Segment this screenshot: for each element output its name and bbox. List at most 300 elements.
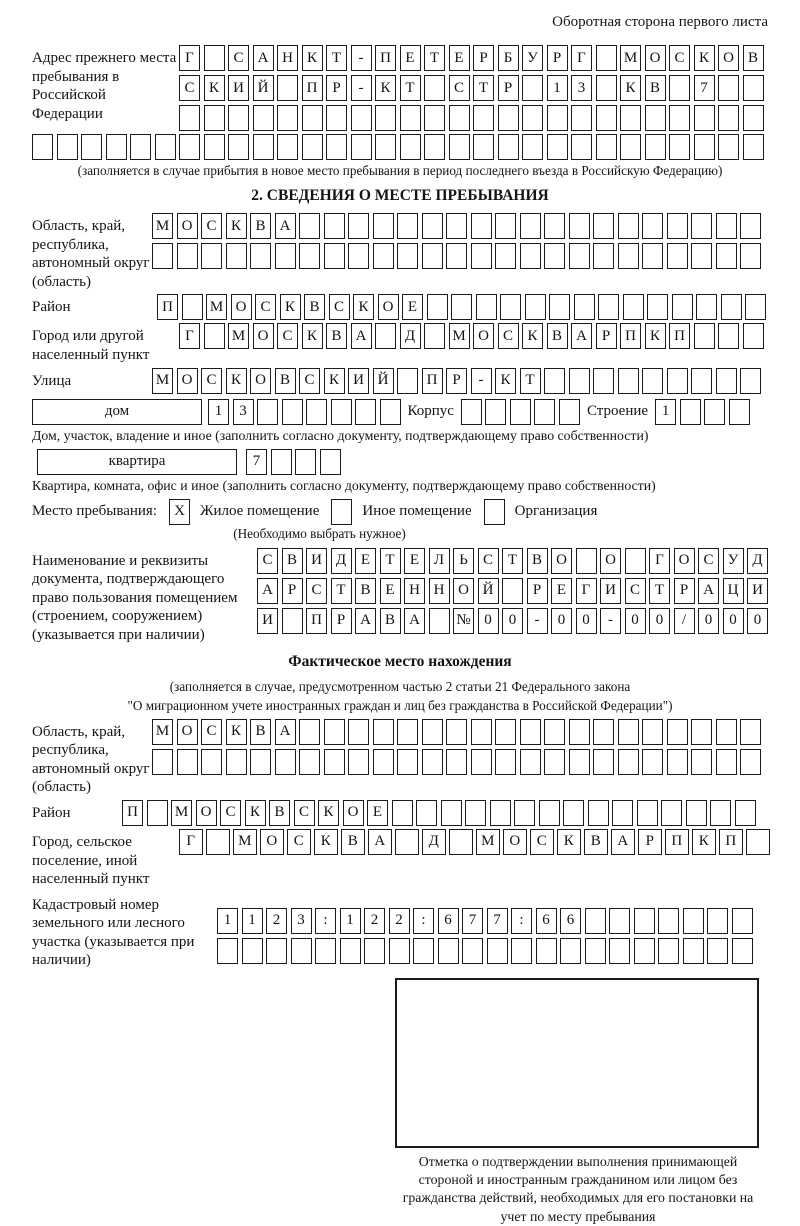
char-box[interactable] — [559, 399, 580, 425]
char-box[interactable]: Т — [400, 75, 421, 101]
char-box[interactable]: 3 — [291, 908, 312, 934]
char-box[interactable]: С — [625, 578, 646, 604]
char-box[interactable] — [534, 399, 555, 425]
char-box[interactable] — [277, 75, 298, 101]
char-box[interactable] — [476, 294, 497, 320]
char-box[interactable] — [375, 134, 396, 160]
char-box[interactable] — [57, 134, 78, 160]
char-box[interactable]: И — [306, 548, 327, 574]
char-box[interactable] — [282, 399, 303, 425]
char-box[interactable]: П — [302, 75, 323, 101]
char-box[interactable]: К — [204, 75, 225, 101]
char-box[interactable] — [326, 105, 347, 131]
char-box[interactable]: 0 — [723, 608, 744, 634]
char-box[interactable] — [716, 213, 737, 239]
char-box[interactable]: А — [351, 323, 372, 349]
char-box[interactable] — [331, 399, 352, 425]
char-box[interactable] — [645, 105, 666, 131]
char-box[interactable]: Т — [502, 548, 523, 574]
char-box[interactable] — [520, 213, 541, 239]
char-box[interactable] — [380, 399, 401, 425]
char-box[interactable] — [204, 134, 225, 160]
char-box[interactable]: Р — [674, 578, 695, 604]
char-box[interactable]: Й — [253, 75, 274, 101]
char-box[interactable] — [462, 938, 483, 964]
char-box[interactable]: 2 — [389, 908, 410, 934]
char-box[interactable] — [618, 368, 639, 394]
char-box[interactable] — [691, 243, 712, 269]
char-box[interactable] — [716, 719, 737, 745]
char-box[interactable]: Е — [449, 45, 470, 71]
char-box[interactable]: В — [275, 368, 296, 394]
char-box[interactable]: Р — [596, 323, 617, 349]
char-box[interactable] — [740, 719, 761, 745]
char-box[interactable] — [642, 213, 663, 239]
char-box[interactable] — [686, 800, 707, 826]
char-box[interactable]: 7 — [694, 75, 715, 101]
char-box[interactable]: : — [413, 908, 434, 934]
char-box[interactable]: Е — [380, 578, 401, 604]
char-box[interactable]: : — [315, 908, 336, 934]
char-box[interactable] — [348, 213, 369, 239]
char-box[interactable] — [563, 800, 584, 826]
char-box[interactable] — [691, 368, 712, 394]
char-box[interactable]: О — [253, 323, 274, 349]
char-box[interactable]: 0 — [698, 608, 719, 634]
char-box[interactable] — [520, 243, 541, 269]
char-box[interactable]: В — [341, 829, 365, 855]
char-box[interactable] — [571, 134, 592, 160]
char-box[interactable]: К — [620, 75, 641, 101]
char-box[interactable]: - — [600, 608, 621, 634]
char-box[interactable]: Л — [429, 548, 450, 574]
char-box[interactable] — [422, 213, 443, 239]
char-box[interactable] — [397, 243, 418, 269]
char-box[interactable]: М — [449, 323, 470, 349]
char-box[interactable] — [471, 749, 492, 775]
char-box[interactable]: А — [368, 829, 392, 855]
char-box[interactable]: К — [522, 323, 543, 349]
char-box[interactable] — [424, 323, 445, 349]
char-box[interactable]: П — [306, 608, 327, 634]
char-box[interactable] — [397, 213, 418, 239]
char-box[interactable]: 1 — [340, 908, 361, 934]
char-box[interactable]: Т — [473, 75, 494, 101]
char-box[interactable] — [625, 548, 646, 574]
char-box[interactable]: Т — [520, 368, 541, 394]
char-box[interactable] — [324, 213, 345, 239]
char-box[interactable] — [539, 800, 560, 826]
char-box[interactable] — [743, 105, 764, 131]
char-box[interactable]: У — [723, 548, 744, 574]
char-box[interactable] — [522, 75, 543, 101]
char-box[interactable] — [348, 243, 369, 269]
char-box[interactable]: Н — [404, 578, 425, 604]
char-box[interactable]: М — [171, 800, 192, 826]
char-box[interactable]: К — [245, 800, 266, 826]
char-box[interactable]: К — [353, 294, 374, 320]
char-box[interactable] — [598, 294, 619, 320]
char-box[interactable] — [576, 548, 597, 574]
char-box[interactable]: В — [250, 719, 271, 745]
char-box[interactable] — [593, 243, 614, 269]
char-box[interactable]: М — [620, 45, 641, 71]
char-box[interactable] — [302, 105, 323, 131]
char-box[interactable] — [560, 938, 581, 964]
char-box[interactable]: И — [747, 578, 768, 604]
char-box[interactable]: В — [584, 829, 608, 855]
char-box[interactable] — [642, 368, 663, 394]
char-box[interactable]: М — [152, 368, 173, 394]
char-box[interactable] — [449, 134, 470, 160]
char-box[interactable]: О — [196, 800, 217, 826]
char-box[interactable]: С — [220, 800, 241, 826]
char-box[interactable] — [596, 105, 617, 131]
char-box[interactable] — [609, 938, 630, 964]
char-box[interactable] — [226, 243, 247, 269]
char-box[interactable]: О — [600, 548, 621, 574]
char-box[interactable] — [544, 749, 565, 775]
char-box[interactable] — [547, 134, 568, 160]
char-box[interactable] — [206, 829, 230, 855]
char-box[interactable] — [732, 938, 753, 964]
char-box[interactable] — [253, 105, 274, 131]
char-box[interactable]: Т — [331, 578, 352, 604]
char-box[interactable] — [667, 368, 688, 394]
char-box[interactable] — [271, 449, 292, 475]
char-box[interactable]: А — [275, 719, 296, 745]
char-box[interactable]: А — [257, 578, 278, 604]
char-box[interactable] — [282, 608, 303, 634]
char-box[interactable] — [658, 938, 679, 964]
char-box[interactable] — [299, 243, 320, 269]
char-box[interactable] — [324, 719, 345, 745]
char-box[interactable]: - — [471, 368, 492, 394]
char-box[interactable]: 0 — [747, 608, 768, 634]
char-box[interactable] — [277, 105, 298, 131]
char-box[interactable]: И — [228, 75, 249, 101]
char-box[interactable]: 1 — [655, 399, 676, 425]
char-box[interactable] — [340, 938, 361, 964]
char-box[interactable] — [375, 105, 396, 131]
char-box[interactable]: Р — [326, 75, 347, 101]
char-box[interactable] — [204, 105, 225, 131]
char-box[interactable] — [204, 45, 225, 71]
char-box[interactable] — [155, 134, 176, 160]
char-box[interactable] — [449, 829, 473, 855]
char-box[interactable]: С — [306, 578, 327, 604]
char-box[interactable]: 6 — [438, 908, 459, 934]
char-box[interactable] — [177, 749, 198, 775]
char-box[interactable] — [397, 368, 418, 394]
char-box[interactable]: 3 — [233, 399, 254, 425]
char-box[interactable] — [502, 578, 523, 604]
char-box[interactable] — [400, 134, 421, 160]
char-box[interactable]: 6 — [536, 908, 557, 934]
char-box[interactable] — [694, 323, 715, 349]
char-box[interactable]: П — [422, 368, 443, 394]
char-box[interactable] — [315, 938, 336, 964]
char-box[interactable] — [306, 399, 327, 425]
char-box[interactable] — [618, 749, 639, 775]
char-box[interactable] — [585, 908, 606, 934]
char-box[interactable] — [416, 800, 437, 826]
char-box[interactable] — [364, 938, 385, 964]
char-box[interactable]: О — [453, 578, 474, 604]
char-box[interactable]: С — [530, 829, 554, 855]
char-box[interactable] — [182, 294, 203, 320]
char-box[interactable]: В — [645, 75, 666, 101]
char-box[interactable] — [740, 213, 761, 239]
char-box[interactable] — [422, 749, 443, 775]
char-box[interactable] — [634, 908, 655, 934]
char-box[interactable] — [691, 719, 712, 745]
char-box[interactable]: О — [645, 45, 666, 71]
char-box[interactable] — [201, 243, 222, 269]
char-box[interactable]: Г — [576, 578, 597, 604]
char-box[interactable]: С — [294, 800, 315, 826]
char-box[interactable]: Т — [424, 45, 445, 71]
char-box[interactable]: Р — [331, 608, 352, 634]
char-box[interactable] — [745, 294, 766, 320]
char-box[interactable] — [544, 719, 565, 745]
char-box[interactable] — [522, 105, 543, 131]
char-box[interactable]: К — [302, 45, 323, 71]
char-box[interactable]: С — [329, 294, 350, 320]
char-box[interactable] — [667, 749, 688, 775]
char-box[interactable]: 0 — [502, 608, 523, 634]
char-box[interactable]: С — [277, 323, 298, 349]
char-box[interactable] — [498, 134, 519, 160]
char-box[interactable]: О — [473, 323, 494, 349]
char-box[interactable] — [179, 105, 200, 131]
char-box[interactable]: К — [226, 368, 247, 394]
char-box[interactable] — [522, 134, 543, 160]
char-box[interactable] — [348, 719, 369, 745]
char-box[interactable] — [680, 399, 701, 425]
char-box[interactable] — [637, 800, 658, 826]
char-box[interactable]: Г — [649, 548, 670, 574]
char-box[interactable] — [743, 323, 764, 349]
char-box[interactable] — [32, 134, 53, 160]
char-box[interactable]: 7 — [462, 908, 483, 934]
char-box[interactable]: М — [152, 213, 173, 239]
char-box[interactable] — [596, 75, 617, 101]
char-box[interactable] — [588, 800, 609, 826]
char-box[interactable] — [461, 399, 482, 425]
char-box[interactable]: 1 — [217, 908, 238, 934]
char-box[interactable]: М — [233, 829, 257, 855]
char-box[interactable]: 6 — [560, 908, 581, 934]
char-box[interactable] — [324, 243, 345, 269]
char-box[interactable]: О — [250, 368, 271, 394]
char-box[interactable]: К — [692, 829, 716, 855]
char-box[interactable] — [427, 294, 448, 320]
char-box[interactable] — [707, 908, 728, 934]
char-box[interactable] — [647, 294, 668, 320]
char-box[interactable]: 7 — [487, 908, 508, 934]
char-box[interactable] — [620, 105, 641, 131]
char-box[interactable] — [373, 213, 394, 239]
char-box[interactable] — [326, 134, 347, 160]
char-box[interactable] — [228, 105, 249, 131]
checkbox-zhiloe[interactable]: X — [169, 499, 190, 525]
char-box[interactable] — [569, 368, 590, 394]
char-box[interactable] — [299, 719, 320, 745]
char-box[interactable] — [740, 243, 761, 269]
char-box[interactable] — [740, 749, 761, 775]
char-box[interactable] — [351, 105, 372, 131]
char-box[interactable] — [642, 243, 663, 269]
char-box[interactable] — [569, 213, 590, 239]
char-box[interactable] — [571, 105, 592, 131]
char-box[interactable] — [569, 243, 590, 269]
char-box[interactable] — [81, 134, 102, 160]
char-box[interactable]: П — [122, 800, 143, 826]
char-box[interactable]: К — [495, 368, 516, 394]
char-box[interactable] — [718, 105, 739, 131]
char-box[interactable] — [201, 749, 222, 775]
char-box[interactable] — [490, 800, 511, 826]
char-box[interactable] — [585, 938, 606, 964]
char-box[interactable] — [422, 719, 443, 745]
char-box[interactable]: Р — [547, 45, 568, 71]
char-box[interactable] — [275, 243, 296, 269]
char-box[interactable]: К — [375, 75, 396, 101]
char-box[interactable]: Т — [326, 45, 347, 71]
char-box[interactable] — [735, 800, 756, 826]
char-box[interactable] — [667, 213, 688, 239]
char-box[interactable] — [373, 749, 394, 775]
char-box[interactable]: Б — [498, 45, 519, 71]
char-box[interactable] — [746, 829, 770, 855]
char-box[interactable] — [485, 399, 506, 425]
char-box[interactable]: Й — [373, 368, 394, 394]
char-box[interactable]: В — [527, 548, 548, 574]
char-box[interactable] — [424, 105, 445, 131]
char-box[interactable] — [667, 719, 688, 745]
char-box[interactable]: К — [318, 800, 339, 826]
char-box[interactable] — [694, 105, 715, 131]
char-box[interactable] — [743, 75, 764, 101]
char-box[interactable] — [696, 294, 717, 320]
char-box[interactable] — [500, 294, 521, 320]
char-box[interactable] — [228, 134, 249, 160]
char-box[interactable] — [351, 134, 372, 160]
char-box[interactable]: Е — [400, 45, 421, 71]
char-box[interactable]: 0 — [625, 608, 646, 634]
char-box[interactable] — [596, 45, 617, 71]
char-box[interactable] — [413, 938, 434, 964]
char-box[interactable]: Е — [355, 548, 376, 574]
char-box[interactable] — [397, 719, 418, 745]
char-box[interactable]: Е — [402, 294, 423, 320]
char-box[interactable] — [669, 134, 690, 160]
char-box[interactable]: О — [177, 368, 198, 394]
char-box[interactable] — [596, 134, 617, 160]
char-box[interactable] — [510, 399, 531, 425]
char-box[interactable]: К — [324, 368, 345, 394]
char-box[interactable]: П — [620, 323, 641, 349]
char-box[interactable] — [691, 213, 712, 239]
char-box[interactable]: О — [718, 45, 739, 71]
char-box[interactable] — [397, 749, 418, 775]
char-box[interactable]: А — [404, 608, 425, 634]
char-box[interactable] — [295, 449, 316, 475]
char-box[interactable] — [536, 938, 557, 964]
char-box[interactable] — [618, 719, 639, 745]
char-box[interactable] — [691, 749, 712, 775]
char-box[interactable] — [495, 719, 516, 745]
char-box[interactable] — [544, 213, 565, 239]
char-box[interactable] — [569, 749, 590, 775]
char-box[interactable] — [683, 938, 704, 964]
char-box[interactable] — [642, 749, 663, 775]
char-box[interactable]: А — [698, 578, 719, 604]
char-box[interactable] — [400, 105, 421, 131]
char-box[interactable] — [612, 800, 633, 826]
checkbox-inoe[interactable] — [331, 499, 352, 525]
char-box[interactable] — [446, 719, 467, 745]
char-box[interactable] — [299, 213, 320, 239]
char-box[interactable]: Е — [404, 548, 425, 574]
char-box[interactable]: С — [698, 548, 719, 574]
char-box[interactable] — [593, 749, 614, 775]
char-box[interactable] — [275, 749, 296, 775]
char-box[interactable] — [634, 938, 655, 964]
char-box[interactable]: В — [380, 608, 401, 634]
char-box[interactable] — [498, 105, 519, 131]
char-box[interactable]: Г — [179, 45, 200, 71]
char-box[interactable]: О — [503, 829, 527, 855]
char-box[interactable]: Й — [478, 578, 499, 604]
char-box[interactable] — [217, 938, 238, 964]
char-box[interactable] — [446, 749, 467, 775]
char-box[interactable] — [683, 908, 704, 934]
char-box[interactable] — [373, 719, 394, 745]
char-box[interactable]: А — [253, 45, 274, 71]
char-box[interactable]: В — [269, 800, 290, 826]
char-box[interactable]: М — [152, 719, 173, 745]
char-box[interactable] — [449, 105, 470, 131]
char-box[interactable] — [743, 134, 764, 160]
char-box[interactable]: М — [206, 294, 227, 320]
char-box[interactable] — [429, 608, 450, 634]
char-box[interactable]: - — [351, 75, 372, 101]
char-box[interactable]: А — [571, 323, 592, 349]
char-box[interactable] — [609, 908, 630, 934]
char-box[interactable]: О — [378, 294, 399, 320]
char-box[interactable]: Ь — [453, 548, 474, 574]
char-box[interactable] — [422, 243, 443, 269]
char-box[interactable] — [710, 800, 731, 826]
char-box[interactable] — [320, 449, 341, 475]
char-box[interactable] — [424, 75, 445, 101]
char-box[interactable]: 1 — [242, 908, 263, 934]
char-box[interactable]: К — [694, 45, 715, 71]
char-box[interactable] — [658, 908, 679, 934]
char-box[interactable] — [204, 323, 225, 349]
char-box[interactable]: В — [743, 45, 764, 71]
char-box[interactable]: Г — [179, 323, 200, 349]
char-box[interactable] — [704, 399, 725, 425]
char-box[interactable] — [257, 399, 278, 425]
char-box[interactable]: Т — [649, 578, 670, 604]
char-box[interactable] — [669, 75, 690, 101]
char-box[interactable]: М — [476, 829, 500, 855]
char-box[interactable]: С — [201, 213, 222, 239]
char-box[interactable] — [593, 213, 614, 239]
